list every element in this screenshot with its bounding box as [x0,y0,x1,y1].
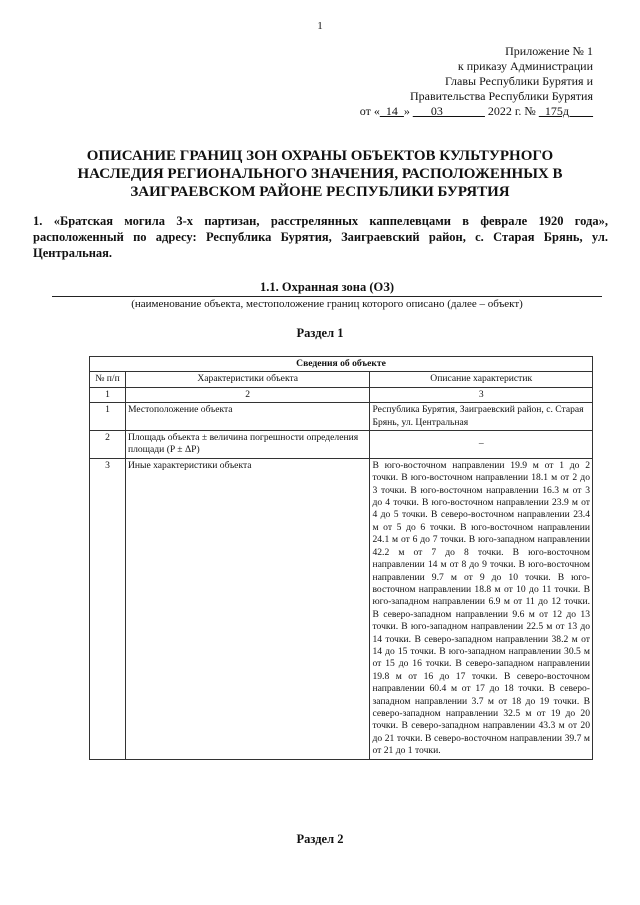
row-characteristic: Иные характеристики объекта [125,458,370,759]
table-caption: Сведения об объекте [90,357,593,372]
document-title: ОПИСАНИЕ ГРАНИЦ ЗОН ОХРАНЫ ОБЪЕКТОВ КУЛЬТУРНОГО НАСЛЕДИЯ РЕГИОНАЛЬНОГО ЗНАЧЕНИЯ, РАСПОЛОЖЕННЫХ В ЗАИГРАЕВСКОМ РАЙОНЕ РЕСПУБЛИКИ БУРЯТИЯ [77,148,563,200]
order-line [233,104,593,119]
row-description: Республика Бурятия, Заиграевский район, с. Старая Брянь, ул. Центральная [370,403,593,431]
table-caption-row [90,357,593,372]
row-characteristic: Площадь объекта ± величина погрешности определения площади (P ± ΔP) [125,431,370,459]
row-description: – [370,431,593,459]
appendix-block [233,44,593,119]
header-number: № п/п [90,372,126,387]
table-numbering-row [90,387,593,402]
row-characteristic: Местоположение объекта [125,403,370,431]
header-description: Описание характеристик [370,372,593,387]
header-characteristic: Характеристики объекта [125,372,370,387]
numbering-cell: 3 [370,387,593,402]
order-year: 2022 г. № [484,104,539,118]
order-prefix: от « [359,104,380,118]
table-row [90,431,593,459]
numbering-cell: 1 [90,387,126,402]
object-description: 1. «Братская могила 3-х партизан, расстрелянных каппелевцами в феврале 1920 года», расположенный по адресу: Республика Бурятия, Заиграевский район, с. Старая Брянь, ул. Центральная. [33,214,608,260]
zone-note: (наименование объекта, местоположение границ которого описано (далее – объект) [131,298,523,310]
numbering-cell: 2 [125,387,370,402]
appendix-line-2: к приказу Администрации [457,59,593,73]
table-row [90,458,593,759]
appendix-line-4: Правительства Республики Бурятия [409,89,593,103]
row-number: 3 [90,458,126,759]
row-description: В юго-восточном направлении 19.9 м от 1 до 2 точки. В юго-восточном направлении 18.1 м от 2 до 3 точки. В юго-восточном направлении 16.3 м от 3 до 4 точки. В юго-восточном направлении 23.9 м от 4 до 5 точки. В северо-восточном направлении 23.4 м от 5 до 6 точки. В юго-восточном направлении 24.1 м от 6 до 7 точки. В юго-западном направлении 42.2 м от 7 до 8 точки. В юго-восточном направлении 14 м от 8 до 9 точки. В юго-восточном направлении 9.7 м от 9 до 10 точки. В юго-восточном направлении 18.8 м от 10 до 11 точки. В юго-западном направлении 6.9 м от 11 до 12 точки. В северо-западном направлении 9.6 м от 12 до 13 точки. В юго-западном направлении 22.5 м от 13 до 14 точки. В северо-западном направлении 38.2 м от 14 до 15 точки. В юго-западном направлении 30.5 м от 15 до 16 точки. В северо-западном направлении 19.8 м от 16 до 17 точки. В северо-восточном направлении 60.4 м от 17 до 18 точки. В северо-западном направлении 3.7 м от 18 до 19 точки. В северо-западном направлении 32.5 м от 19 до 20 точки. В северо-западном направлении 43.3 м от 20 до 21 точки. В северо-восточном направлении 39.7 м от 21 до 1 точки. [370,458,593,759]
table-header-row [90,372,593,387]
object-info-table [89,356,593,760]
order-day: _14_ [379,104,404,118]
zone-heading: 1.1. Охранная зона (ОЗ) [52,280,602,297]
order-month: ___03_______ [412,104,485,118]
table-row [90,403,593,431]
section-1-title: Раздел 1 [296,326,344,340]
row-number: 1 [90,403,126,431]
section-2-title: Раздел 2 [296,832,344,846]
order-mid: » [403,104,413,118]
row-number: 2 [90,431,126,459]
appendix-line-1: Приложение № 1 [505,44,593,58]
appendix-line-3: Главы Республики Бурятия и [445,74,593,88]
order-number: _175д____ [538,104,593,118]
page-number: 1 [317,20,323,32]
